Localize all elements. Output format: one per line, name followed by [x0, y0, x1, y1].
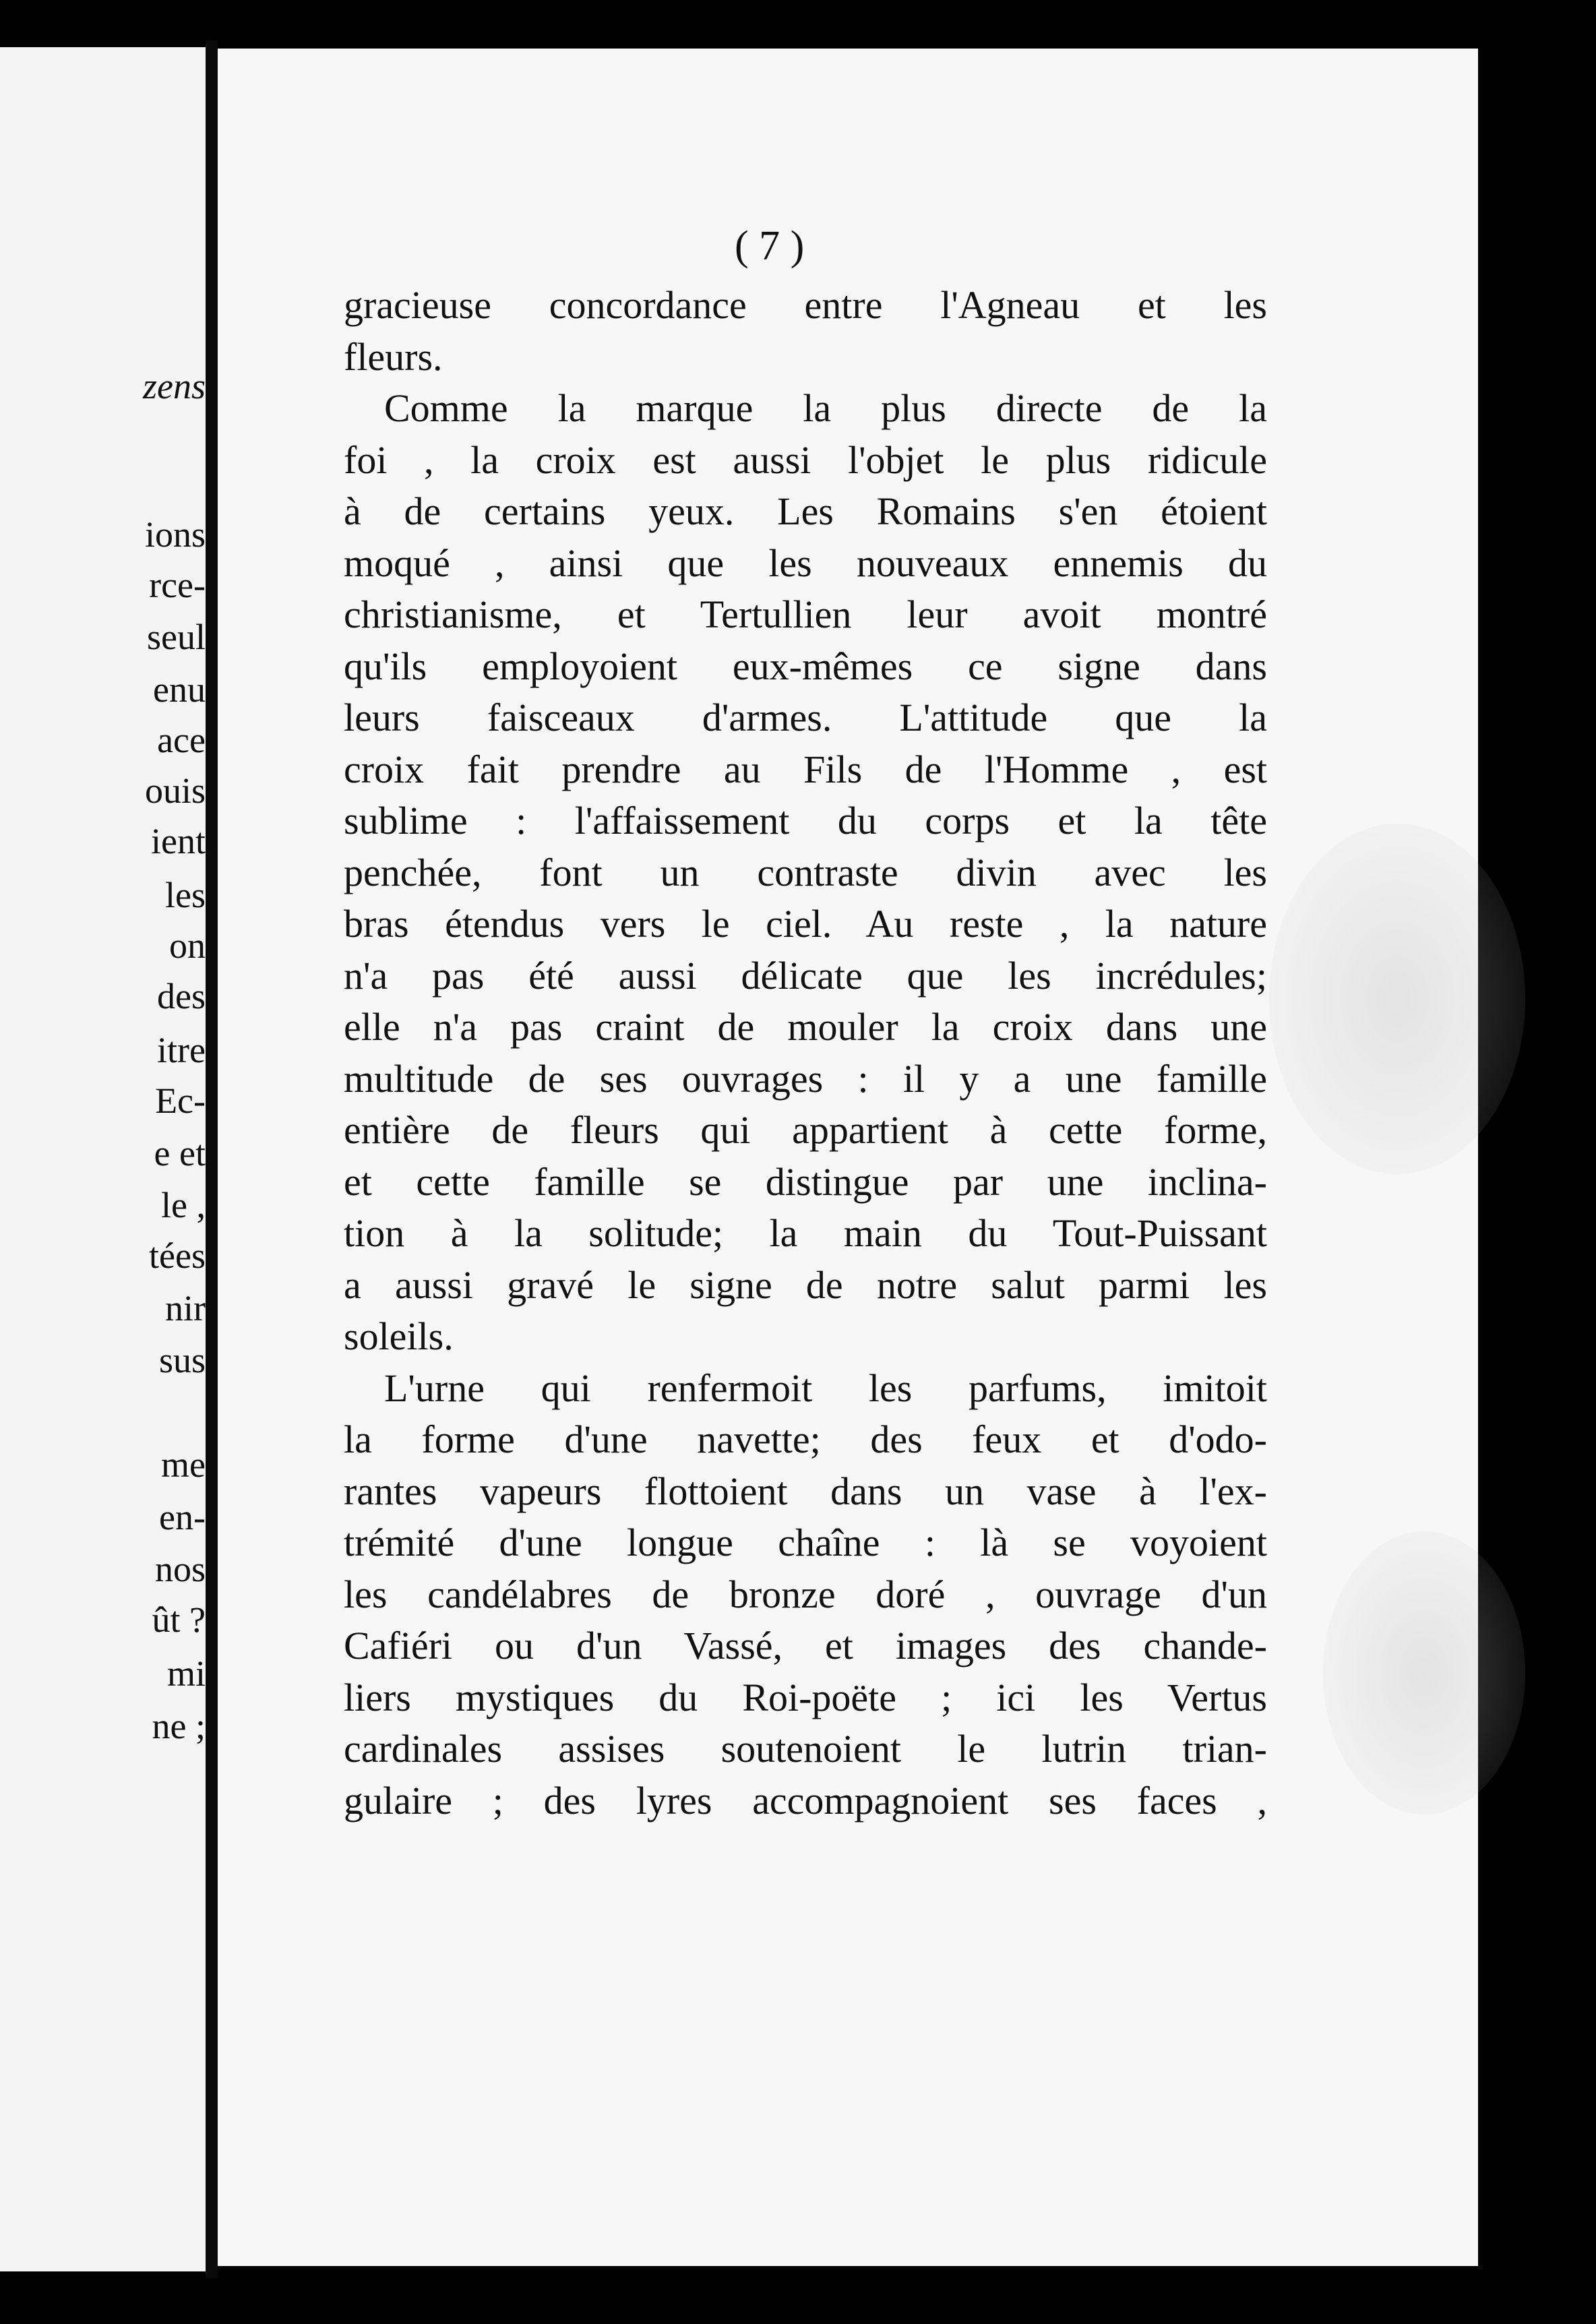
text-line: soleils. — [344, 1314, 454, 1358]
facing-page-fragment: zens — [143, 366, 206, 406]
text-line: qu'ils employoient eux-mêmes ce signe dans — [344, 644, 1267, 688]
facing-page-fragment: le , — [161, 1185, 206, 1225]
facing-page-fragment: des — [157, 976, 206, 1016]
text-line: n'a pas été aussi délicate que les incrédules; — [344, 953, 1267, 998]
text-line: gulaire ; des lyres accompagnoient ses faces , — [344, 1778, 1267, 1823]
text-line: Comme la marque la plus directe de la — [384, 386, 1267, 430]
facing-page-fragment: sus — [158, 1340, 206, 1380]
facing-page-fragment: ient — [151, 821, 206, 861]
text-line: la forme d'une navette; des feux et d'odo- — [344, 1417, 1267, 1461]
text-line: moqué , ainsi que les nouveaux ennemis du — [344, 541, 1267, 585]
facing-page-fragment: les — [165, 875, 206, 915]
text-line: bras étendus vers le ciel. Au reste , la nature — [344, 902, 1267, 946]
text-line: gracieuse concordance entre l'Agneau et les — [344, 283, 1267, 327]
text-line: fleurs. — [344, 334, 443, 379]
text-line: trémité d'une longue chaîne : là se voyoient — [344, 1521, 1267, 1564]
facing-page-fragment: me — [161, 1444, 206, 1485]
facing-page-fragment: ions — [144, 514, 206, 555]
text-line: leurs faisceaux d'armes. L'attitude que la — [344, 696, 1267, 739]
facing-page-fragment: e et — [154, 1133, 206, 1173]
facing-page-fragment: tées — [149, 1235, 206, 1276]
facing-page-fragment: ne ; — [152, 1706, 206, 1746]
facing-page-fragment: enu — [153, 669, 206, 710]
text-line: multitude de ses ouvrages : il y a une famille — [344, 1056, 1267, 1101]
text-line: elle n'a pas craint de mouler la croix dans une — [344, 1005, 1267, 1049]
text-line: à de certains yeux. Les Romains s'en étoient — [344, 489, 1267, 533]
facing-page-fragment: on — [169, 925, 206, 966]
facing-page-fragment: itre — [157, 1030, 206, 1070]
paper-stain — [1323, 1531, 1525, 1814]
facing-page-fragment: ace — [157, 720, 206, 760]
text-line: L'urne qui renfermoit les parfums, imitoit — [384, 1366, 1267, 1410]
facing-page-fragment: Ec- — [155, 1080, 206, 1121]
text-line: rantes vapeurs flottoient dans un vase à l'ex- — [344, 1469, 1267, 1513]
text-line: a aussi gravé le signe de notre salut parmi les — [344, 1262, 1267, 1307]
text-line: penchée, font un contraste divin avec les — [344, 850, 1267, 894]
text-line: et cette famille se distingue par une inclina- — [344, 1159, 1267, 1204]
text-line: les candélabres de bronze doré , ouvrage d'un — [344, 1572, 1267, 1616]
facing-page-fragment: nir — [165, 1288, 206, 1328]
text-line: entière de fleurs qui appartient à cette forme, — [344, 1108, 1267, 1152]
text-line: foi , la croix est aussi l'objet le plus ridicule — [344, 437, 1267, 482]
facing-page-fragment: nos — [154, 1549, 206, 1589]
text-line: croix fait prendre au Fils de l'Homme , est — [344, 747, 1267, 791]
page-number: ( 7 ) — [735, 223, 805, 269]
text-line: liers mystiques du Roi-poëte ; ici les Vertus — [344, 1675, 1267, 1719]
page-gutter — [206, 40, 218, 2278]
facing-page-fragment: seul — [147, 617, 206, 657]
facing-page-fragment: rce- — [149, 565, 206, 605]
facing-page-fragment: ouis — [144, 770, 206, 811]
text-line: Cafiéri ou d'un Vassé, et images des chande- — [344, 1624, 1267, 1668]
facing-page-fragment: mi — [166, 1653, 206, 1694]
text-line: sublime : l'affaissement du corps et la tête — [344, 799, 1267, 843]
facing-page-fragment: en- — [159, 1497, 206, 1537]
facing-page-left — [0, 47, 206, 2271]
facing-page-fragment: ût ? — [152, 1599, 206, 1640]
text-line: cardinales assises soutenoient le lutrin trian- — [344, 1727, 1267, 1771]
text-line: tion à la solitude; la main du Tout-Puissant — [344, 1211, 1267, 1255]
body-text — [344, 280, 1267, 1827]
text-line: christianisme, et Tertullien leur avoit montré — [344, 592, 1267, 636]
paper-stain — [1269, 824, 1525, 1174]
